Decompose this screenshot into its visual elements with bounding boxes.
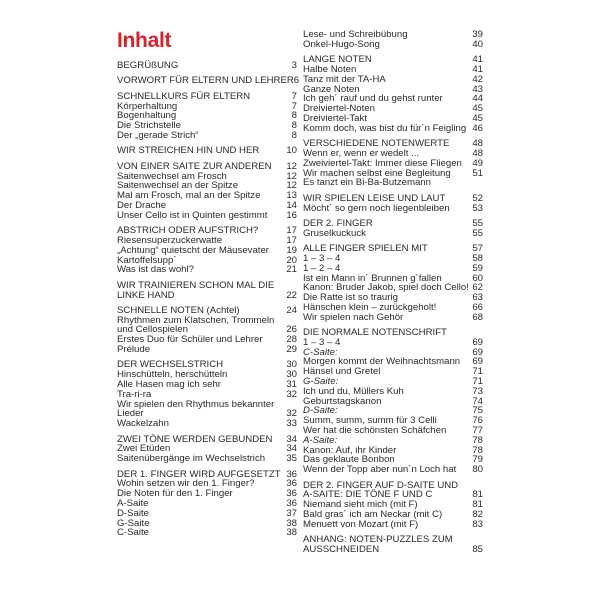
toc-entry: [117, 454, 297, 464]
entry-title: Hänsel und Gretel: [303, 366, 381, 378]
page-number: 85: [472, 544, 483, 555]
page-number: 36: [286, 498, 297, 510]
page-number: 57: [472, 243, 483, 255]
entry-title: ABSTRICH ODER AUFSTRICH?: [117, 225, 259, 237]
entry-title: Es tanzt ein Bi-Ba-Butzemann: [303, 177, 431, 189]
page-number: 8: [291, 120, 297, 132]
entry-title: Halbe Noten: [303, 63, 357, 75]
page-number: 8: [291, 129, 297, 141]
entry-title: Bogenhaltung: [117, 110, 177, 122]
page-number: 81: [472, 489, 483, 501]
toc-section: [303, 30, 483, 50]
page-number: 41: [472, 63, 483, 75]
entry-title: Rhythmen zum Klatschen, Trommeln und Cellospielen: [117, 314, 275, 336]
entry-title: Der „gerade Strich“: [117, 129, 199, 141]
page-number: 37: [286, 507, 297, 519]
entry-title: Saitenwechsel an der Spitze: [117, 180, 239, 192]
page-number: 32: [286, 408, 297, 420]
page-number: 13: [286, 190, 297, 202]
page-number: 8: [291, 110, 297, 122]
toc-section: [117, 360, 297, 429]
toc-section: [117, 146, 297, 156]
page-number: 32: [286, 388, 297, 400]
page-number: 79: [472, 454, 483, 466]
toc-section: [303, 481, 483, 530]
page-number: 63: [472, 292, 483, 304]
page-number: 34: [286, 443, 297, 455]
page-number: 7: [291, 90, 297, 102]
entry-title: Die Ratte ist so traurig: [303, 292, 398, 304]
toc-entry: [303, 229, 483, 239]
toc-entry: [117, 419, 297, 429]
entry-title: Dreiviertel-Noten: [303, 103, 375, 115]
entry-title: Mal am Frosch, mal an der Spitze: [117, 190, 261, 202]
page-number: 69: [472, 346, 483, 358]
page-number: 77: [472, 425, 483, 437]
entry-title: 1 – 2 – 4: [303, 262, 341, 274]
toc-section: [117, 92, 297, 141]
page-number: 21: [286, 264, 297, 276]
entry-title: Die Strichstelle: [117, 120, 181, 132]
page-number: 38: [286, 517, 297, 529]
entry-title: Gruselkuckuck: [303, 227, 366, 239]
toc-entry: [303, 313, 483, 323]
entry-title: Die Noten für den 1. Finger: [117, 488, 233, 500]
page-number: 26: [286, 324, 297, 336]
entry-title: VON EINER SAITE ZUR ANDEREN: [117, 160, 272, 172]
entry-title: A-Saite:: [303, 434, 338, 446]
toc-heading-entry: [117, 61, 297, 71]
entry-title: Wenn der Topp aber nun´n Loch hat: [303, 464, 457, 476]
entry-title: DIE NORMALE NOTENSCHRIFT: [303, 327, 447, 339]
toc-entry: [117, 345, 297, 355]
page-number: 46: [472, 122, 483, 134]
toc-section: [117, 470, 297, 539]
toc-entry: [303, 40, 483, 50]
entry-title: Zwei Etüden: [117, 443, 171, 455]
page-number: 68: [472, 311, 483, 323]
page-number: 45: [472, 112, 483, 124]
toc-section: [117, 61, 297, 71]
page-number: 39: [472, 29, 483, 40]
toc-heading-entry: [117, 75, 300, 87]
entry-title: VERSCHIEDENE NOTENWERTE: [303, 138, 450, 150]
entry-title: Summ, summ, summ für 3 Celli: [303, 415, 437, 427]
page-number: 58: [472, 252, 483, 264]
page-number: 82: [472, 509, 483, 521]
entry-title: Der Drache: [117, 199, 167, 211]
entry-title: Wenn er, wenn er wedelt ...: [303, 147, 420, 159]
entry-title: ALLE FINGER SPIELEN MIT: [303, 243, 428, 255]
page-number: 78: [472, 444, 483, 456]
entry-title: SCHNELLE NOTEN (Achtel): [117, 304, 240, 316]
entry-title: Ganze Noten: [303, 83, 360, 95]
page-number: 59: [472, 262, 483, 274]
page-number: 48: [472, 138, 483, 150]
page-number: 36: [286, 468, 297, 480]
entry-title: G-Saite:: [303, 376, 339, 388]
page-number: 71: [472, 376, 483, 388]
page-number: 71: [472, 366, 483, 378]
page-number: 24: [286, 304, 297, 316]
entry-title: Wer hat die schönsten Schäfchen: [303, 425, 447, 437]
entry-title: ZWEI TÖNE WERDEN GEBUNDEN: [117, 433, 273, 445]
page-title: Inhalt: [117, 29, 172, 52]
toc-section: [117, 281, 297, 301]
page-number: 12: [286, 170, 297, 182]
page-number: 29: [286, 344, 297, 356]
page-number: 28: [286, 334, 297, 346]
page-number: 62: [472, 282, 483, 294]
entry-title: D-Saite: [117, 507, 149, 519]
toc-heading-entry: [117, 146, 297, 156]
page-number: 6: [293, 75, 300, 87]
entry-title: Körperhaltung: [117, 100, 178, 112]
toc-entry: [303, 204, 483, 214]
entry-title: Saitenübergänge im Wechselstrich: [117, 453, 266, 465]
entry-title: C-Saite:: [303, 346, 338, 358]
toc-section: [303, 535, 483, 555]
entry-title: Saitenwechsel am Frosch: [117, 170, 227, 182]
entry-title: Ich und du, Müllers Kuh: [303, 385, 404, 397]
page-number: 14: [286, 199, 297, 211]
entry-title: D-Saite:: [303, 405, 338, 417]
entry-title: Wir spielen nach Gehör: [303, 311, 404, 323]
page-number: 48: [472, 147, 483, 159]
page-number: 80: [472, 464, 483, 476]
page-number: 12: [286, 160, 297, 172]
toc-section: [303, 244, 483, 322]
toc-entry: [117, 131, 297, 141]
page-number: 83: [472, 518, 483, 530]
toc-entry: [117, 316, 297, 336]
entry-title: Kanon: Auf, ihr Kinder: [303, 444, 397, 456]
page-number: 49: [472, 157, 483, 169]
page-number: 34: [286, 433, 297, 445]
page-number: 12: [286, 180, 297, 192]
entry-title: Tanz mit der TA-HA: [303, 73, 386, 85]
entry-title: DER 1. FINGER WIRD AUFGESETZT: [117, 468, 281, 480]
entry-title: DER 2. FINGER: [303, 217, 373, 229]
entry-title: Wir machen selbst eine Begleitung: [303, 167, 451, 179]
toc-entry: [117, 528, 297, 538]
page-number: 22: [286, 289, 297, 301]
entry-title: A-Saite: [117, 498, 149, 510]
page-number: 75: [472, 405, 483, 417]
toc-section: [303, 55, 483, 133]
entry-title: Tra-ri-ra: [117, 388, 152, 400]
entry-title: Lese- und Schreibübung: [303, 29, 408, 40]
page-number: 42: [472, 73, 483, 85]
entry-title: Wackelzahn: [117, 418, 169, 430]
entry-title: „Achtung“ quietscht der Mäusevater: [117, 244, 269, 256]
entry-title: WIR SPIELEN LEISE UND LAUT: [303, 192, 446, 204]
page-number: 10: [286, 145, 297, 157]
page-number: 52: [472, 192, 483, 204]
page-number: 78: [472, 434, 483, 446]
toc-column-left: [117, 60, 300, 544]
entry-title: Niemand sieht mich (mit F): [303, 499, 418, 511]
toc-section: [303, 219, 483, 239]
page-number: 33: [286, 418, 297, 430]
entry-title: DER WECHSELSTRICH: [117, 359, 224, 371]
entry-title: Komm doch, was bist du für´n Feigling: [303, 122, 467, 134]
entry-title: Riesensuperzuckerwatte: [117, 234, 223, 246]
entry-title: Was ist das wohl?: [117, 264, 194, 276]
entry-title: Alle Hasen mag ich sehr: [117, 379, 221, 391]
page-number: 74: [472, 395, 483, 407]
page-number: 3: [291, 60, 297, 71]
entry-title: Hänschen klein – zurückgeholt!: [303, 301, 437, 313]
page-number: 53: [472, 202, 483, 214]
page-number: 20: [286, 254, 297, 266]
toc-entry: [117, 211, 297, 221]
page-number: 38: [286, 527, 297, 539]
page-number: 81: [472, 499, 483, 511]
entry-title: SCHNELLKURS FÜR ELTERN: [117, 90, 251, 102]
toc-column-right: [303, 30, 483, 560]
page-number: 19: [286, 244, 297, 256]
entry-title: Prélude: [117, 344, 151, 356]
entry-title: Das geklaute Bonbon: [303, 454, 395, 466]
entry-title: Hinschütteln, herschütteln: [117, 369, 228, 381]
page-number: 44: [472, 93, 483, 105]
toc-entry: [117, 265, 297, 275]
page-number: 30: [286, 369, 297, 381]
entry-title: Erstes Duo für Schüler und Lehrer: [117, 334, 263, 346]
page-number: 31: [286, 379, 297, 391]
page-number: 17: [286, 225, 297, 237]
toc-section: [303, 194, 483, 214]
entry-title: WIR TRAINIEREN SCHON MAL DIE LINKE HAND: [117, 279, 275, 301]
page-number: 17: [286, 234, 297, 246]
toc-section: [117, 306, 297, 355]
page-number: 41: [472, 54, 483, 66]
toc-entry: [303, 178, 483, 188]
entry-title: Kartoffelsupp´: [117, 254, 177, 266]
page-number: 40: [472, 38, 483, 50]
toc-section: [117, 75, 300, 87]
entry-title: BEGRÜßUNG: [117, 60, 179, 71]
toc-heading-entry: [303, 481, 483, 501]
entry-title: Unser Cello ist in Quinten gestimmt: [117, 209, 268, 221]
page-number: 35: [286, 453, 297, 465]
entry-title: C-Saite: [117, 527, 149, 539]
entry-title: Ich geh´ rauf und du gehst runter: [303, 93, 443, 105]
toc-entry: [117, 400, 297, 420]
entry-title: 1 – 3 – 4: [303, 252, 341, 264]
page-number: 60: [472, 272, 483, 284]
toc-section: [117, 226, 297, 275]
page-number: 76: [472, 415, 483, 427]
toc-section: [303, 139, 483, 188]
page-number: 69: [472, 336, 483, 348]
toc-section: [303, 328, 483, 475]
entry-title: Onkel-Hugo-Song: [303, 38, 380, 50]
page-number: 73: [472, 385, 483, 397]
entry-title: DER 2. FINGER AUF D-SAITE UND A-SAITE: DIE TÖNE F UND C: [303, 479, 459, 501]
toc-section: [117, 162, 297, 221]
toc-entry: [303, 124, 483, 134]
entry-title: Morgen kommt der Weihnachtsmann: [303, 356, 461, 368]
toc-entry: [303, 520, 483, 530]
entry-title: Kanon: Bruder Jakob, spiel doch Cello!: [303, 282, 469, 294]
page-number: 45: [472, 103, 483, 115]
entry-title: Geburtstagskanon: [303, 395, 382, 407]
page-number: 43: [472, 83, 483, 95]
page-number: 30: [286, 359, 297, 371]
page-number: 55: [472, 217, 483, 229]
entry-title: Wohin setzen wir den 1. Finger?: [117, 478, 255, 490]
page-number: 16: [286, 209, 297, 221]
page-number: 69: [472, 356, 483, 368]
entry-title: Möcht´ so gern noch liegenbleiben: [303, 202, 450, 214]
toc-entry: [303, 465, 483, 475]
page-number: 36: [286, 478, 297, 490]
toc-heading-entry: [303, 535, 483, 555]
entry-title: WIR STREICHEN HIN UND HER: [117, 145, 260, 157]
entry-title: Zweiviertel-Takt: Immer diese Fliegen: [303, 157, 462, 169]
entry-title: 1 – 3 – 4: [303, 336, 341, 348]
entry-title: Ist ein Mann in´ Brunnen g´fallen: [303, 272, 442, 284]
entry-title: G-Saite: [117, 517, 150, 529]
entry-title: LANGE NOTEN: [303, 54, 372, 66]
page-number: 66: [472, 301, 483, 313]
toc-section: [117, 435, 297, 464]
entry-title: VORWORT FÜR ELTERN UND LEHRER: [117, 75, 294, 87]
page-number: 51: [472, 167, 483, 179]
page-number: 55: [472, 227, 483, 239]
entry-title: Menuett von Mozart (mit F): [303, 518, 419, 530]
entry-title: Dreiviertel-Takt: [303, 112, 367, 124]
toc-heading-entry: [117, 281, 297, 301]
entry-title: ANHANG: NOTEN-PUZZLES ZUM AUSSCHNEIDEN: [303, 534, 453, 555]
entry-title: Wir spielen den Rhythmus bekannter Lieder: [117, 398, 275, 420]
page-number: 7: [291, 100, 297, 112]
entry-title: Bald gras´ ich am Neckar (mit C): [303, 509, 443, 521]
page-number: 36: [286, 488, 297, 500]
